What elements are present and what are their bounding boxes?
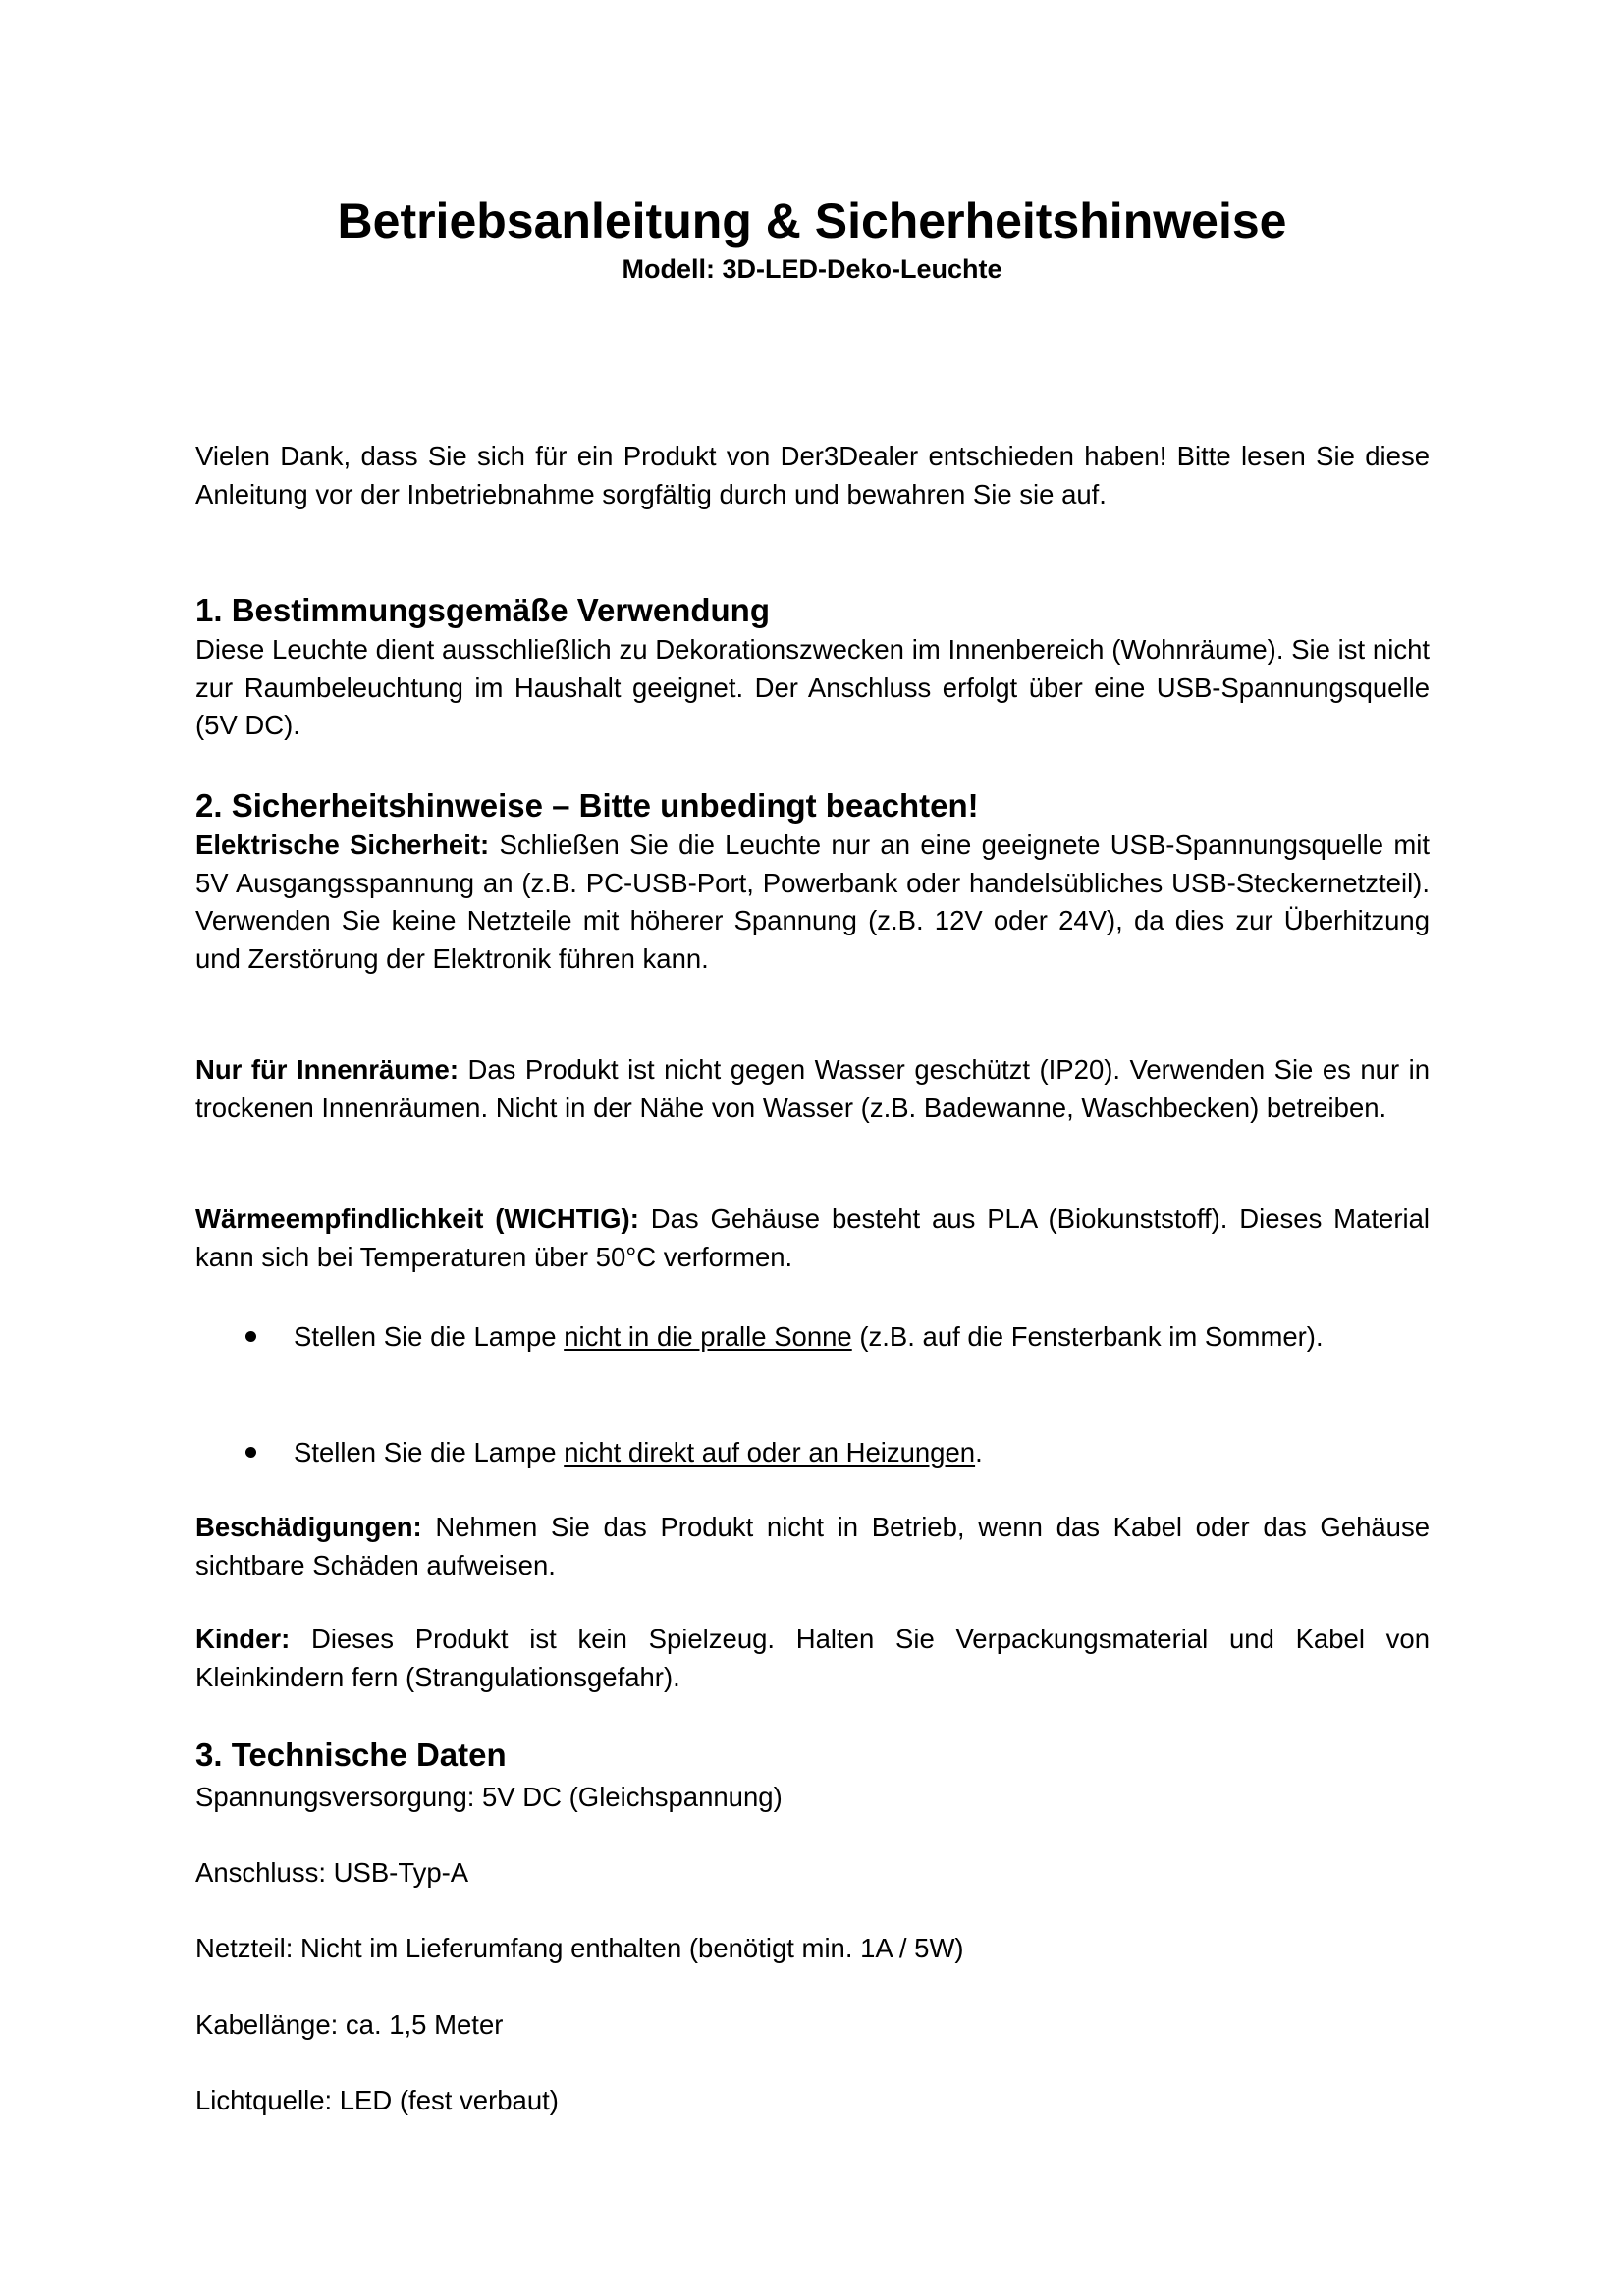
intro-paragraph: Vielen Dank, dass Sie sich für ein Produkt von Der3Dealer entschieden haben! Bitte lesen Sie diese Anleitung vor der Inbetriebnahme sorgfältig durch und bewahren Sie sie auf. <box>195 441 1430 509</box>
indoor-label: Nur für Innenräume: <box>195 1054 460 1085</box>
bullet-text-pre: Stellen Sie die Lampe <box>294 1321 565 1352</box>
damage-paragraph <box>195 1509 1430 1584</box>
children-label: Kinder: <box>195 1624 291 1654</box>
usage-paragraph: Diese Leuchte dient ausschließlich zu Dekorationszwecken im Innenbereich (Wohnräume). Sie ist nicht zur Raumbeleuchtung im Haushalt geeignet. Der Anschluss erfolgt über eine USB-Spannungsquelle (5V DC). <box>195 634 1430 741</box>
spec-item: Netzteil: Nicht im Lieferumfang enthalten (benötigt min. 1A / 5W) <box>195 1933 964 1963</box>
bullet-text-underlined: nicht in die pralle Sonne <box>564 1321 852 1352</box>
spec-item: Lichtquelle: LED (fest verbaut) <box>195 2085 559 2115</box>
bullet-item <box>195 1434 1430 1472</box>
electrical-safety-label: Elektrische Sicherheit: <box>195 829 490 860</box>
children-text: Dieses Produkt ist kein Spielzeug. Halten Sie Verpackungsmaterial und Kabel von Kleinkindern fern (Strangulationsgefahr). <box>195 1624 1430 1692</box>
spec-item: Kabellänge: ca. 1,5 Meter <box>195 2009 504 2040</box>
spec-item: Spannungsversorgung: 5V DC (Gleichspannung) <box>195 1782 783 1812</box>
bullet-dot-icon <box>245 1331 256 1342</box>
document-subtitle: Modell: 3D-LED-Deko-Leuchte <box>622 254 1002 284</box>
bullet-text-pre: Stellen Sie die Lampe <box>294 1437 565 1468</box>
bullet-text-underlined: nicht direkt auf oder an Heizungen <box>564 1437 976 1468</box>
section-heading-safety: 2. Sicherheitshinweise – Bitte unbedingt beachten! <box>195 787 979 824</box>
section-heading-specs: 3. Technische Daten <box>195 1736 507 1773</box>
indoor-text: Das Produkt ist nicht gegen Wasser geschützt (IP20). Verwenden Sie es nur in trockenen Innenräumen. Nicht in der Nähe von Wasser (z.B. Badewanne, Waschbecken) betreiben. <box>195 1054 1430 1123</box>
section-heading-usage: 1. Bestimmungsgemäße Verwendung <box>195 592 770 628</box>
spec-item: Anschluss: USB-Typ-A <box>195 1857 469 1888</box>
children-paragraph <box>195 1621 1430 1696</box>
bullet-dot-icon <box>245 1447 256 1458</box>
damage-label: Beschädigungen: <box>195 1512 422 1542</box>
document-title: Betriebsanleitung & Sicherheitshinweise <box>337 193 1287 248</box>
electrical-safety-paragraph <box>195 827 1430 978</box>
electrical-safety-text: Schließen Sie die Leuchte nur an eine geeignete USB-Spannungsquelle mit 5V Ausgangsspannung an (z.B. PC-USB-Port, Powerbank oder handelsübliches USB-Steckernetzteil). Verwenden Sie keine Netzteile mit höherer Spannung (z.B. 12V oder 24V), da dies zur Überhitzung und Zerstörung der Elektronik führen kann. <box>195 829 1430 974</box>
bullet-text-post: . <box>975 1437 983 1468</box>
bullet-item <box>195 1318 1430 1357</box>
indoor-paragraph <box>195 1051 1430 1127</box>
damage-text: Nehmen Sie das Produkt nicht in Betrieb, wenn das Kabel oder das Gehäuse sichtbare Schäden aufweisen. <box>195 1512 1430 1580</box>
bullet-text-post: (z.B. auf die Fensterbank im Sommer). <box>851 1321 1324 1352</box>
heat-sensitivity-paragraph <box>195 1201 1430 1276</box>
bullet-text <box>294 1434 1430 1472</box>
heat-sensitivity-label: Wärmeempfindlichkeit (WICHTIG): <box>195 1203 639 1234</box>
bullet-text <box>294 1318 1430 1357</box>
heat-sensitivity-text: Das Gehäuse besteht aus PLA (Biokunststoff). Dieses Material kann sich bei Temperaturen über 50°C verformen. <box>195 1203 1430 1272</box>
